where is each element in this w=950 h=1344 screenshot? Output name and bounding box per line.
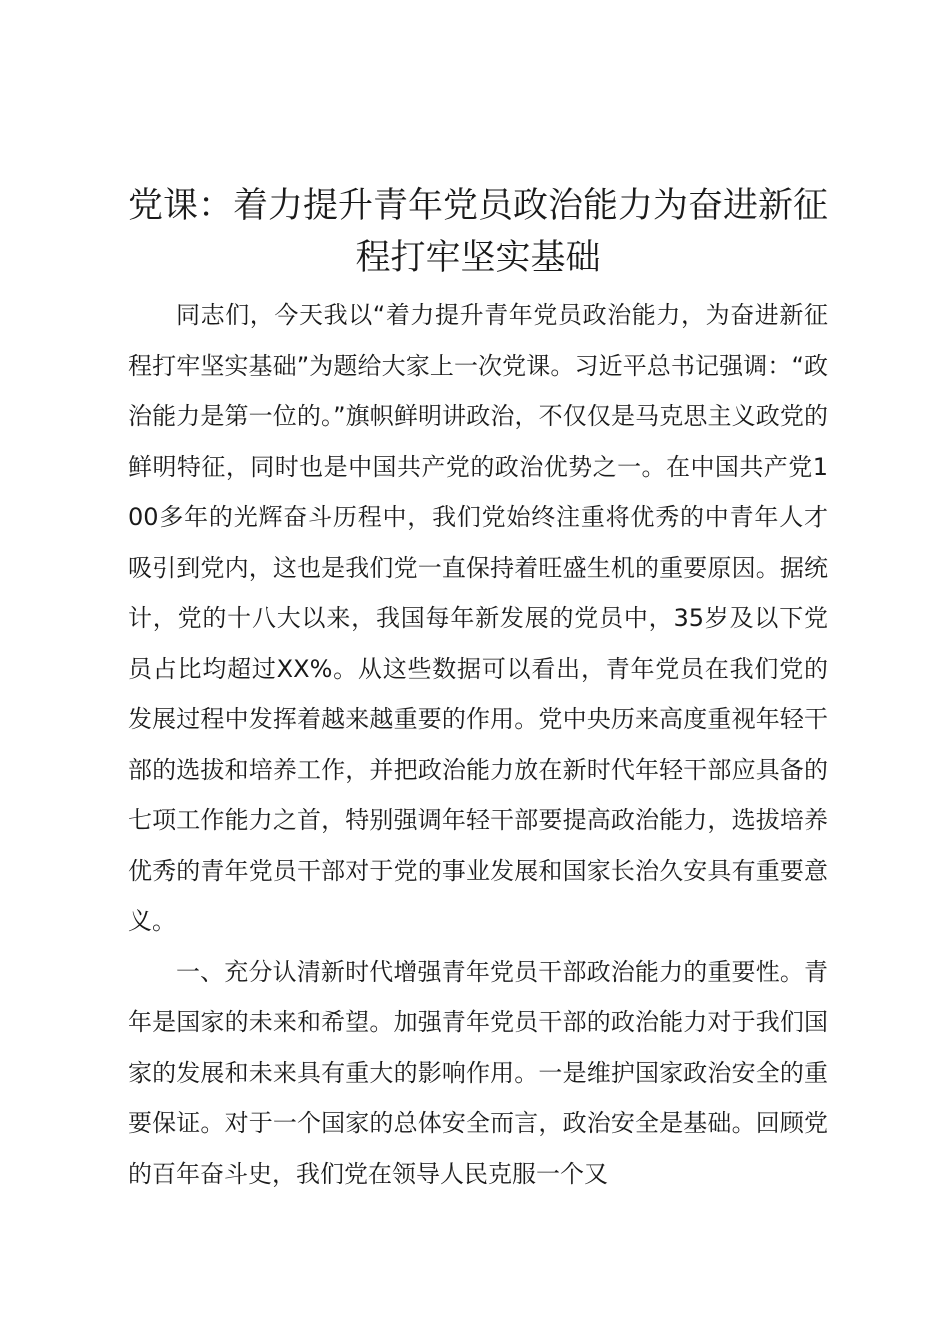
paragraph-intro: 同志们，今天我以“着力提升青年党员政治能力，为奋进新征程打牢坚实基础”为题给大家上一次党课。习近平总书记强调：“政治能力是第一位的。”旗帜鲜明讲政治，不仅仅是马克思主义政党的鲜明特征，同时也是中国共产党的政治优势之一。在中国共产党100多年的光辉奋斗历程中，我们党始终注重将优秀的中青年人才吸引到党内，这也是我们党一直保持着旺盛生机的重要原因。据统计，党的十八大以来，我国每年新发展的党员中，35岁及以下党员占比均超过XX%。从这些数据可以看出，青年党员在我们党的发展过程中发挥着越来越重要的作用。党中央历来高度重视年轻干部的选拔和培养工作，并把政治能力放在新时代年轻干部应具备的七项工作能力之首，特别强调年轻干部要提高政治能力，选拔培养优秀的青年党员干部对于党的事业发展和国家长治久安具有重要意义。 [128, 301, 828, 935]
paragraph-section-one: 一、充分认清新时代增强青年党员干部政治能力的重要性。青年是国家的未来和希望。加强青年党员干部的政治能力对于我们国家的发展和未来具有重大的影响作用。一是维护国家政治安全的重要保证。对于一个国家的总体安全而言，政治安全是基础。回顾党的百年奋斗史，我们党在领导人民克服一个又 [128, 957, 828, 1188]
document-title: 党课：着力提升青年党员政治能力为奋进新征程打牢坚实基础 [128, 186, 829, 278]
document-page [128, 180, 828, 1199]
